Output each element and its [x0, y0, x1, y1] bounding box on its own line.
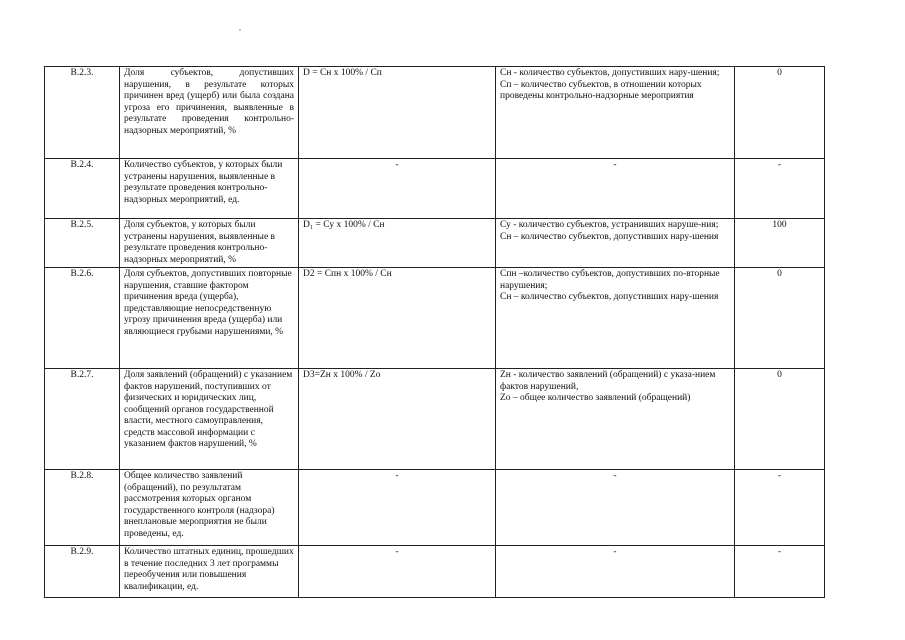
indicators-table	[44, 66, 825, 598]
row-value: 0	[735, 268, 825, 369]
table-row	[45, 67, 825, 159]
row-code: В.2.6.	[45, 268, 120, 369]
row-variables	[496, 369, 735, 470]
variable-line: Zо – общее количество заявлений (обращений)	[500, 393, 691, 403]
row-variables: -	[496, 159, 735, 219]
table-row	[45, 268, 825, 369]
row-formula: D2 = Спн х 100% / Сн	[299, 268, 496, 369]
row-value: 0	[735, 369, 825, 470]
variable-line: Сн – количество субъектов, допустивших нару-шения	[500, 231, 719, 242]
variable-line: Сн - количество субъектов, допустивших нару-шения;	[500, 68, 720, 78]
table-row	[45, 159, 825, 219]
row-value: -	[735, 546, 825, 598]
row-name: Доля субъектов, у которых были устранены нарушения, выявленные в результате проведения контрольно-надзорных мероприятий, %	[120, 219, 299, 268]
table-row	[45, 369, 825, 470]
row-name: Количество субъектов, у которых были устранены нарушения, выявленные в результате проведения контрольно-надзорных мероприятий, ед.	[120, 159, 299, 219]
table-row	[45, 219, 825, 268]
row-code: В.2.7.	[45, 369, 120, 470]
row-formula: D = Сн х 100% / Сп	[299, 67, 496, 159]
variable-line: Су - количество субъектов, устранивших наруше-ния;	[500, 220, 719, 230]
row-code: В.2.3.	[45, 67, 120, 159]
row-name: Количество штатных единиц, прошедших в течение последних 3 лет программы переобучения или повышения квалификации, ед.	[120, 546, 299, 598]
variable-line: Сп – количество субъектов, в отношении которых проведены контрольно-надзорные мероприятия	[500, 79, 702, 101]
table-row	[45, 546, 825, 598]
variable-line: Сн – количество субъектов, допустивших нару-шения	[500, 292, 719, 302]
row-name: Доля субъектов, допустивших нарушения, в результате которых причинен вред (ущерб) или была создана угроза его причинения, выявленные в результате проведения контрольно-надзорных мероприятий, %	[120, 67, 299, 159]
row-value: -	[735, 159, 825, 219]
row-name: Доля субъектов, допустивших повторные нарушения, ставшие фактором причинения вреда (ущерба), представляющие непосредственную угрозу причинения вреда (ущерба) или являющиеся грубыми нарушениями, %	[120, 268, 299, 369]
row-variables	[496, 67, 735, 159]
row-code: В.2.5.	[45, 219, 120, 268]
variable-line: Спн –количество субъектов, допустивших по-вторные нарушения;	[500, 269, 720, 291]
row-code: В.2.4.	[45, 159, 120, 219]
row-variables	[496, 219, 735, 268]
row-value: 100	[735, 219, 825, 268]
row-name: Доля заявлений (обращений) с указанием фактов нарушений, поступивших от физических и юридических лиц, сообщений органов государственной власти, местного самоуправления, средств массовой информации с указанием фактов нарушений, %	[120, 369, 299, 470]
stray-mark: ,	[239, 23, 241, 32]
row-name: Общее количество заявлений (обращений), по результатам рассмотрения которых органом государственного контроля (надзора) внеплановые мероприятия не были проведены, ед.	[120, 470, 299, 546]
row-variables	[496, 268, 735, 369]
row-formula: -	[299, 159, 496, 219]
row-formula: -	[299, 470, 496, 546]
row-variables: -	[496, 470, 735, 546]
row-formula: D3=Zн х 100% / Zо	[299, 369, 496, 470]
row-formula: -	[299, 546, 496, 598]
row-formula: D₁ = Су х 100% / Сн	[299, 219, 496, 268]
row-value: -	[735, 470, 825, 546]
table-row	[45, 470, 825, 546]
row-variables: -	[496, 546, 735, 598]
row-value: 0	[735, 67, 825, 159]
row-code: В.2.8.	[45, 470, 120, 546]
row-code: В.2.9.	[45, 546, 120, 598]
variable-line: Zн - количество заявлений (обращений) с указа-нием фактов нарушений,	[500, 370, 716, 392]
